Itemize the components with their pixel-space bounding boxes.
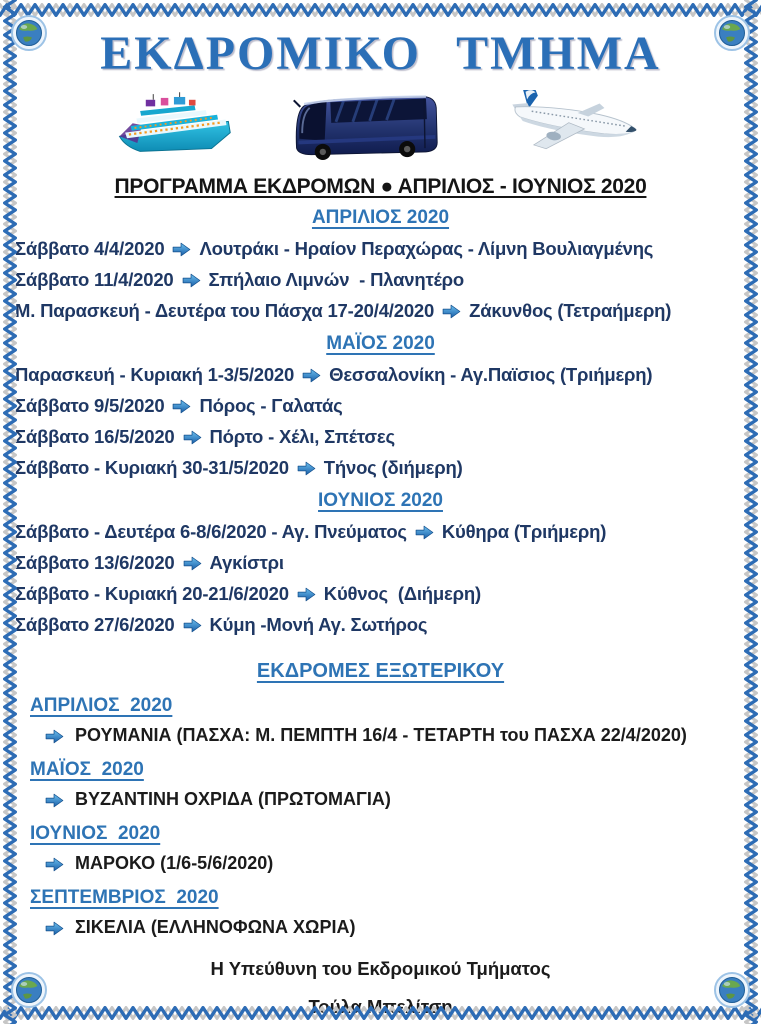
globe-icon xyxy=(11,972,47,1008)
foreign-month-heading: ΣΕΠΤΕΜΒΡΙΟΣ 2020 xyxy=(30,887,219,908)
trip-destination: Θεσσαλονίκη - Αγ.Παϊσιος (Τριήμερη) xyxy=(329,363,653,385)
right-arrow-icon xyxy=(414,525,435,540)
globe-icon xyxy=(714,972,750,1008)
foreign-trip-list xyxy=(20,721,741,750)
foreign-trip-label: ΒΥΖΑΝΤΙΝΗ ΟΧΡΙΔΑ (ΠΡΩΤΟΜΑΓΙΑ) xyxy=(75,789,391,809)
right-arrow-icon xyxy=(301,368,322,383)
right-arrow-icon xyxy=(296,461,317,476)
month-heading: ΑΠΡΙΛΙΟΣ 2020 xyxy=(311,207,450,228)
month-heading-row xyxy=(20,332,741,357)
right-arrow-icon xyxy=(182,556,203,571)
trip-destination: Τήνος (διήμερη) xyxy=(323,456,463,478)
trip-row xyxy=(15,578,741,609)
trip-destination: Σπήλαιο Λιμνών - Πλανητέρο xyxy=(208,268,464,290)
foreign-month-block xyxy=(20,694,741,750)
trip-date: Μ. Παρασκευή - Δευτέρα του Πάσχα 17-20/4/2020 xyxy=(15,299,435,321)
trip-row xyxy=(15,264,741,295)
trip-destination: Λουτράκι - Ηραίον Περαχώρας - Λίμνη Βουλιαγμένης xyxy=(199,237,654,259)
month-heading: ΜΑΪΟΣ 2020 xyxy=(326,333,435,354)
footer xyxy=(20,956,741,1020)
trip-row xyxy=(15,547,741,578)
right-arrow-icon xyxy=(44,729,65,744)
trip-list xyxy=(15,359,741,483)
foreign-trip-row xyxy=(44,913,741,942)
right-arrow-icon xyxy=(44,793,65,808)
trip-date: Σάββατο - Κυριακή 20-21/6/2020 xyxy=(15,582,289,604)
footer-name-line: Τούλα Μπελίτση xyxy=(308,996,453,1017)
foreign-trip-list xyxy=(20,849,741,878)
foreign-month-heading: ΜΑΪΟΣ 2020 xyxy=(30,759,144,780)
foreign-trip-row xyxy=(44,849,741,878)
foreign-month-heading-row xyxy=(30,694,741,719)
trip-row xyxy=(15,359,741,390)
trip-row xyxy=(15,233,741,264)
trip-date: Σάββατο 16/5/2020 xyxy=(15,425,175,447)
right-arrow-icon xyxy=(296,587,317,602)
right-arrow-icon xyxy=(181,273,202,288)
trip-destination: Αγκίστρι xyxy=(209,551,284,573)
trip-row xyxy=(15,421,741,452)
foreign-month-heading: ΑΠΡΙΛΙΟΣ 2020 xyxy=(30,695,173,716)
foreign-month-heading-row xyxy=(30,822,741,847)
footer-role-line: Η Υπεύθυνη του Εκδρομικού Τμήματος xyxy=(210,958,551,979)
trip-date: Σάββατο 9/5/2020 xyxy=(15,394,165,416)
domestic-sections xyxy=(15,206,741,640)
trip-row xyxy=(15,609,741,640)
foreign-trip-list xyxy=(20,913,741,942)
globe-icon xyxy=(11,15,47,51)
page-title: ΕΚΔΡΟΜΙΚΟ ΤΜΗΜΑ xyxy=(100,27,661,80)
trip-date: Σάββατο - Δευτέρα 6-8/6/2020 - Αγ. Πνεύματος xyxy=(15,520,407,542)
airplane-image xyxy=(495,90,645,165)
globe-icon xyxy=(714,15,750,51)
trip-date: Σάββατο 4/4/2020 xyxy=(15,237,165,259)
foreign-month-block xyxy=(20,822,741,878)
month-heading-row xyxy=(20,206,741,231)
right-arrow-icon xyxy=(182,430,203,445)
foreign-month-block xyxy=(20,758,741,814)
foreign-trip-label: ΜΑΡΟΚΟ (1/6-5/6/2020) xyxy=(75,853,274,873)
trip-date: Σάββατο 27/6/2020 xyxy=(15,613,175,635)
month-section xyxy=(15,489,741,640)
globe-icon xyxy=(714,972,750,1008)
globe-icon xyxy=(11,15,47,51)
trip-destination: Πόρος - Γαλατάς xyxy=(199,394,343,416)
foreign-month-heading: ΙΟΥΝΙΟΣ 2020 xyxy=(30,823,161,844)
trip-destination: Ζάκυνθος (Τετραήμερη) xyxy=(469,299,672,321)
right-arrow-icon xyxy=(44,857,65,872)
trip-list xyxy=(15,233,741,326)
globe-icon xyxy=(11,972,47,1008)
right-arrow-icon xyxy=(171,242,192,257)
foreign-sections xyxy=(20,694,741,942)
right-arrow-icon xyxy=(171,399,192,414)
trip-row xyxy=(15,452,741,483)
globe-icon xyxy=(714,15,750,51)
right-arrow-icon xyxy=(441,304,462,319)
foreign-trip-label: ΡΟΥΜΑΝΙΑ (ΠΑΣΧΑ: Μ. ΠΕΜΠΤΗ 16/4 - ΤΕΤΑΡΤΗ του ΠΑΣΧΑ 22/4/2020) xyxy=(75,725,687,745)
trip-destination: Πόρτο - Χέλι, Σπέτσες xyxy=(209,425,395,447)
foreign-month-heading-row xyxy=(30,758,741,783)
foreign-trip-row xyxy=(44,721,741,750)
month-section xyxy=(15,332,741,483)
trip-row xyxy=(15,516,741,547)
zigzag-border-top xyxy=(0,3,761,17)
foreign-trip-label: ΣΙΚΕΛΙΑ (ΕΛΛΗΝΟΦΩΝΑ ΧΩΡΙΑ) xyxy=(75,917,356,937)
trip-date: Σάββατο 11/4/2020 xyxy=(15,268,174,290)
trip-date: Παρασκευή - Κυριακή 1-3/5/2020 xyxy=(15,363,295,385)
trip-row xyxy=(15,295,741,326)
month-section xyxy=(15,206,741,326)
foreign-trip-row xyxy=(44,785,741,814)
trip-destination: Κύμη -Μονή Αγ. Σωτήρος xyxy=(209,613,428,635)
document-content xyxy=(0,26,761,1020)
trip-list xyxy=(15,516,741,640)
right-arrow-icon xyxy=(182,618,203,633)
month-heading: ΙΟΥΝΙΟΣ 2020 xyxy=(318,490,443,511)
transport-images xyxy=(112,90,645,164)
foreign-section-title: ΕΚΔΡΟΜΕΣ ΕΞΩΤΕΡΙΚΟΥ xyxy=(256,660,505,682)
cruise-ship-image xyxy=(112,91,234,163)
trip-date: Σάββατο - Κυριακή 30-31/5/2020 xyxy=(15,456,289,478)
bus-image xyxy=(285,90,445,165)
trip-destination: Κύθνος (Διήμερη) xyxy=(323,582,481,604)
trip-destination: Κύθηρα (Τριήμερη) xyxy=(441,520,607,542)
trip-date: Σάββατο 13/6/2020 xyxy=(15,551,175,573)
trip-row xyxy=(15,390,741,421)
month-heading-row xyxy=(20,489,741,514)
right-arrow-icon xyxy=(44,921,65,936)
foreign-month-block xyxy=(20,886,741,942)
program-subtitle: ΠΡΟΓΡΑΜΜΑ ΕΚΔΡΟΜΩΝ ● ΑΠΡΙΛΙΟΣ - ΙΟΥΝΙΟΣ 2020 xyxy=(114,175,647,198)
foreign-month-heading-row xyxy=(30,886,741,911)
foreign-trip-list xyxy=(20,785,741,814)
